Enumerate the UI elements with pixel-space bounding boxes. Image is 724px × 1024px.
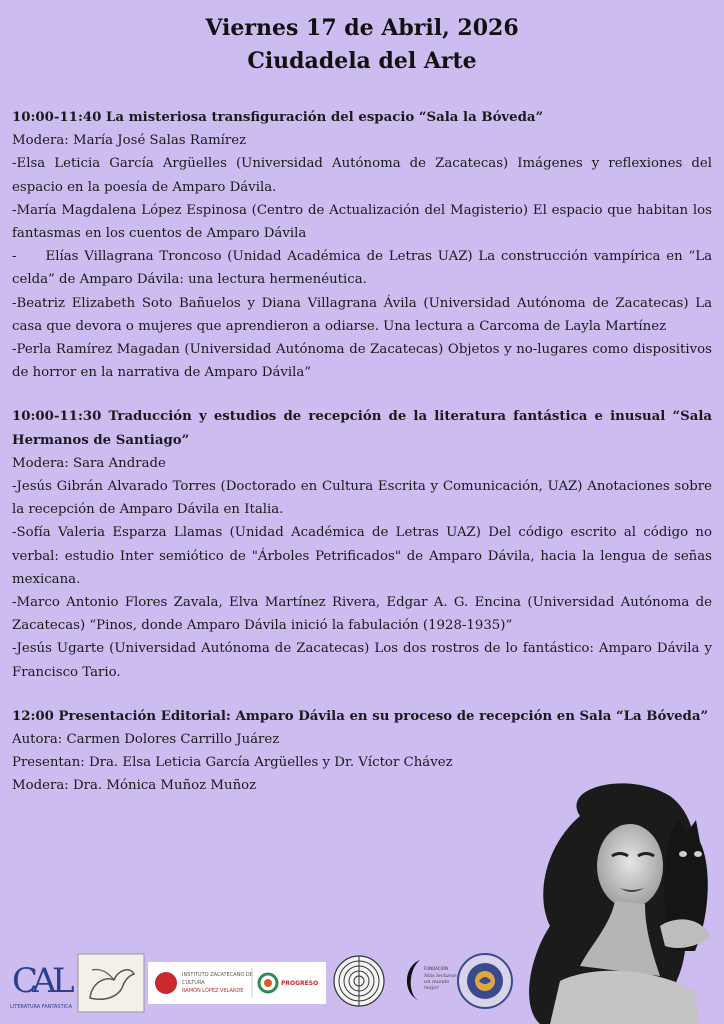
svg-text:A: A xyxy=(32,961,57,1001)
svg-text:FUNDACIÓN: FUNDACIÓN xyxy=(424,966,449,971)
svg-text:mejor: mejor xyxy=(424,985,439,991)
literatura-fantastica-logo xyxy=(8,956,74,1012)
session-line: Modera: Sara Andrade xyxy=(12,455,166,471)
session-line: -Jesús Gibrán Alvarado Torres (Doctorado en Cultura Escrita y Comunicación, UAZ) Anotaciones sobre la recepción de Amparo Dávila en Italia. xyxy=(12,479,712,518)
session-line: Modera: Dra. Mónica Muñoz Muñoz xyxy=(12,778,257,794)
page-header xyxy=(0,12,724,78)
session-line: -Sofía Valeria Esparza Llamas (Unidad Académica de Letras UAZ) Del código escrito al código no verbal: estudio Inter semiótico de "Árboles Petrificados" de Amparo Dávila, hacia la lengua de señas mexicana. xyxy=(12,525,712,587)
author-portrait-image xyxy=(520,776,724,1024)
program-content xyxy=(12,106,717,819)
session-line: Modera: María José Salas Ramírez xyxy=(12,133,247,149)
instituto-zacatecano-logo xyxy=(148,962,326,1004)
session-line: Autora: Carmen Dolores Carrillo Juárez xyxy=(12,732,280,748)
session-line: - Elías Villagrana Troncoso (Unidad Académica de Letras UAZ) La construcción vampírica en “La celda” de Amparo Dávila: una lectura hermenéutica. xyxy=(12,249,717,288)
session-line: -Elsa Leticia García Argüelles (Universidad Autónoma de Zacatecas) Imágenes y reflexiones del espacio en la poesía de Amparo Dávila. xyxy=(12,156,712,195)
svg-text:L: L xyxy=(52,961,75,1001)
sponsor-logos xyxy=(0,948,530,1018)
svg-text:INSTITUTO ZACATECANO DE: INSTITUTO ZACATECANO DE xyxy=(182,972,253,978)
svg-text:PROGRESO: PROGRESO xyxy=(281,980,319,987)
section-title: 10:00-11:40 La misteriosa transfiguración del espacio “Sala la Bóveda” xyxy=(12,110,544,125)
fundacion-logo xyxy=(398,954,459,1010)
session-line: Presentan: Dra. Elsa Leticia García Argüelles y Dr. Víctor Chávez xyxy=(12,755,453,771)
svg-text:RAMÓN LÓPEZ VELARDE: RAMÓN LÓPEZ VELARDE xyxy=(182,988,244,994)
section-title: 12:00 Presentación Editorial: Amparo Dávila en su proceso de recepción en Sala “La Bóveda” xyxy=(12,708,709,724)
session-line: -Jesús Ugarte (Universidad Autónoma de Zacatecas) Los dos rostros de lo fantástico: Amparo Dávila y Francisco Tario. xyxy=(12,641,712,680)
section-title: 10:00-11:30 Traducción y estudios de recepción de la literatura fantástica e inusual “Sala Hermanos de Santiago” xyxy=(12,409,712,448)
pegasus-logo xyxy=(78,954,144,1012)
svg-text:Más lecturas,: Más lecturas, xyxy=(424,973,459,979)
svg-text:C: C xyxy=(12,961,39,1001)
session-line: -Perla Ramírez Magadan (Universidad Autónoma de Zacatecas) Objetos y no-lugares como dispositivos de horror en la narrativa de Amparo Dávila” xyxy=(12,342,712,381)
program-section xyxy=(12,106,717,384)
seal-logo xyxy=(456,952,514,1010)
labyrinth-logo xyxy=(332,954,386,1008)
svg-text:un mundo: un mundo xyxy=(424,979,450,985)
session-line: -Marco Antonio Flores Zavala, Elva Martínez Rivera, Edgar A. G. Encina (Universidad Autónoma de Zacatecas) “Pinos, donde Amparo Dávila inició la fabulación (1928-1935)” xyxy=(12,595,712,634)
session-line: -Beatriz Elizabeth Soto Bañuelos y Diana Villagrana Ávila (Universidad Autónoma de Zacatecas) La casa que devora o mujeres que aprendieron a odiarse. Una lectura a Carcoma de Layla Martínez xyxy=(12,295,712,334)
svg-text:LITERATURA FANTÁSTICA: LITERATURA FANTÁSTICA xyxy=(10,1004,73,1010)
program-section xyxy=(12,405,712,683)
event-date: Viernes 17 de Abril, 2026 xyxy=(205,15,519,41)
session-line: -María Magdalena López Espinosa (Centro de Actualización del Magisterio) El espacio que habitan los fantasmas en los cuentos de Amparo Dávila xyxy=(12,202,712,242)
svg-text:CULTURA: CULTURA xyxy=(182,980,205,986)
event-venue: Ciudadela del Arte xyxy=(247,48,477,74)
